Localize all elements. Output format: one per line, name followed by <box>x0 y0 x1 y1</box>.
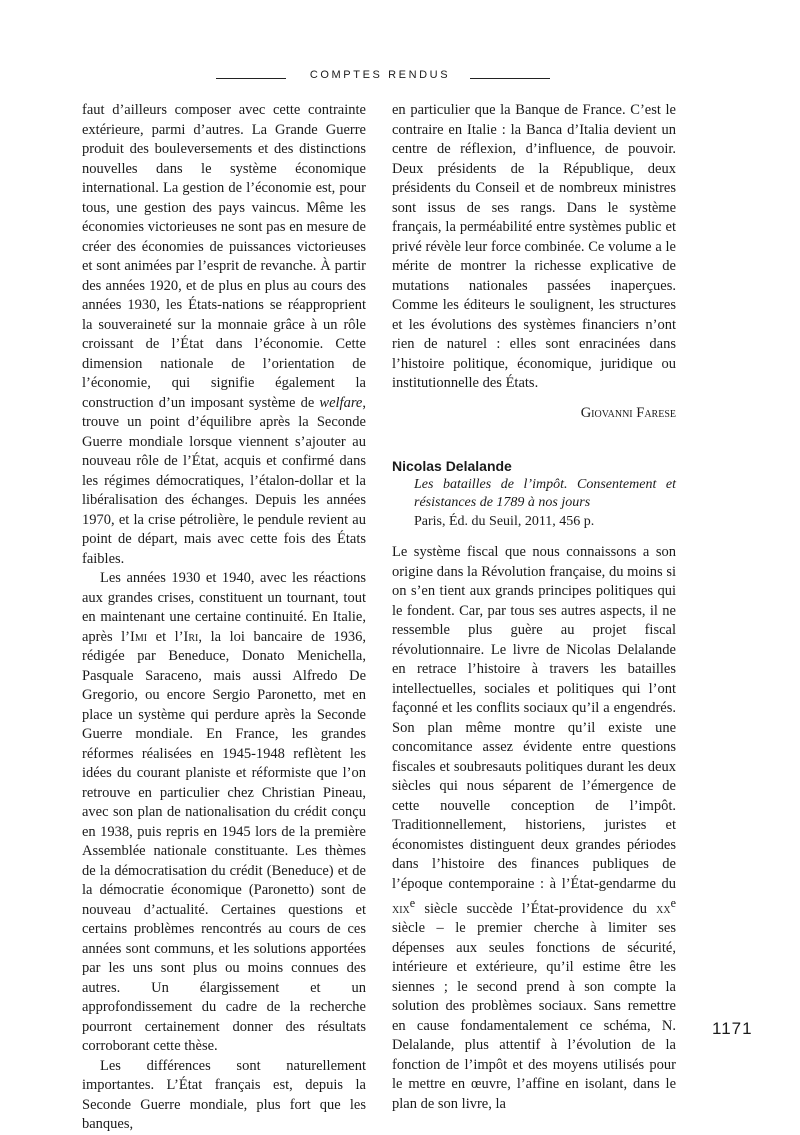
text-run: siècle succède l’État-providence du <box>415 900 657 917</box>
text-run: , la loi bancaire de 1936, rédigée par Beneduce, Donato Menichella, Pasquale Saraceno, mais aussi Alfredo De Gregorio, ou encore Sergio Paronetto, met en place un système qui perdure après la Seconde Guerre mondiale. En France, les grandes réformes réalisées en 1945-1948 reflètent les idées du courant planiste et réformiste que l’on retrouve en particulier chez Christian Pineau, avec son plan de nationalisation du crédit conçu en 1938, puis repris en 1945 lors de la première Assemblée nationale constituante. Les thèmes de la démocratisation du crédit (Beneduce) et de la démocratie économique (Paronetto) sont de nouveau d’actualité. Certaines questions et certains problèmes rencontrés au cours de ces années sont communs, et les solutions apportées par les uns sont plus ou moins connues des autres. Un élargissement et un approfondissement du cadre de la recherche pourront certainement donner des résultats corroborant cette thèse. <box>82 628 366 1054</box>
superscript: e <box>670 896 676 910</box>
paragraph <box>82 569 366 1057</box>
paragraph <box>392 543 676 1114</box>
paragraph: en particulier que la Banque de France. C’est le contraire en Italie : la Banca d’Italia devient un centre de réflexion, d’influence, de pouvoir. Deux présidents de la République, deux présidents du Conseil et de nombreux ministres sont issus de ses rangs. Dans le système français, la perméabilité entre systèmes public et privé révèle leur force combinée. Ce volume a le mérite de montrer la richesse explicative de mutations nationales passées inaperçues. Comme les éditeurs le soulignent, les structures et les évolutions des systèmes financiers n’ont rien de naturel : elles sont enracinées dans l’histoire politique, économique, juridique ou institutionnelle des États. <box>392 102 676 391</box>
review-signature: Giovanni Farese <box>580 404 676 421</box>
header-rule-right <box>470 78 550 79</box>
review-heading <box>392 457 676 531</box>
acronym: Imi <box>130 628 148 645</box>
superscript: e <box>409 896 416 910</box>
running-header <box>0 64 800 94</box>
acronym: Iri <box>183 628 199 645</box>
paragraph: Les différences sont naturellement importantes. L’État français est, depuis la Seconde Guerre mondiale, plus fort que les banques, <box>82 1057 366 1132</box>
paragraph <box>82 101 366 569</box>
text-run: et l’ <box>147 628 184 645</box>
running-title: COMPTES RENDUS <box>309 69 451 81</box>
text-run: Le système fiscal que nous connaissons a son origine dans la Révolution française, du moins si on s’en tient aux grands principes politiques qui le fondent. Car, par tous ses autres aspects, il ne ressemble plus guère au projet fiscal révolutionnaire. Le livre de Nicolas Delalande en retrace l’histoire à travers les batailles intellectuelles, sociales et politiques qui l’ont façonné et les conflits sociaux qu’il a engendrés. Son plan même montre qu’il existe une concomitance assez évidente entre questions fiscales et soubresauts politiques durant les deux siècles qui nous séparent de l’émergence de cette nouvelle conception de l’impôt. Traditionnellement, historiens, juristes et économistes distinguent deux grandes périodes dans l’histoire des finances publiques de l’époque contemporaine : à l’État-gendarme du <box>392 544 676 892</box>
text-run: Les années 1930 et 1940, avec les réactions aux grandes crises, constituent un tournant, tout en maintenant une certaine continuité. En Italie, après l’ <box>82 570 366 645</box>
century-numeral: xix <box>392 900 410 917</box>
century-numeral: xx <box>656 900 671 917</box>
left-column <box>82 101 366 1135</box>
text-run: siècle – le premier cherche à limiter ses dépenses aux seules fonctions de sécurité, intérieure et extérieure, qu’il estime être les siennes ; le second prend à son compte la solution des problèmes sociaux. Sans remettre en cause fondamentalement ce schéma, N. Delalande, plus attentif à l’évolution de la fonction de l’impôt et des moyens utilisés pour le mettre en œuvre, l’affine en isolant, dans le plan de son livre, la <box>392 920 676 1112</box>
header-rule-left <box>216 78 286 79</box>
page-number: 1171 <box>712 1019 753 1038</box>
text-run: , trouve un point d’équilibre après la Seconde Guerre mondiale lorsque viennent s’ajouter au nouveau rôle de l’État, acquis et confirmé dans les régimes démocratiques, l’étalon-dollar et la libéralisation des échanges. Depuis les années 1970, et la crise pétrolière, le pendule revient au point de départ, mais avec cette fois des États faibles. <box>82 394 366 567</box>
review-author: Nicolas Delalande <box>392 458 512 474</box>
text-run: faut d’ailleurs composer avec cette contrainte extérieure, parmi d’autres. La Grande Guerre produit des bouleversements et des distinctions nouvelles dans le système économique international. La gestion de l’économie est, pour tous, une gestion des pays vaincus. Même les économies victorieuses ne sont pas en mesure de créer des économies de puissances victorieuses et sont animées par l’esprit de revanche. À partir des années 1920, et de plus en plus au cours des années 1930, les États-nations se réapproprient la souveraineté sur la monnaie grâce à un rôle croissant de l’État dans l’économie. Cette dimension nationale de l’orientation de l’économie, qui signifie également la construction d’un imposant système de <box>82 102 366 411</box>
italic-term: welfare <box>319 394 363 411</box>
review-book-title: Les batailles de l’impôt. Consentement et résistances de 1789 à nos jours <box>414 477 676 510</box>
review-publication: Paris, Éd. du Seuil, 2011, 456 p. <box>414 514 595 529</box>
right-column <box>392 101 676 1114</box>
